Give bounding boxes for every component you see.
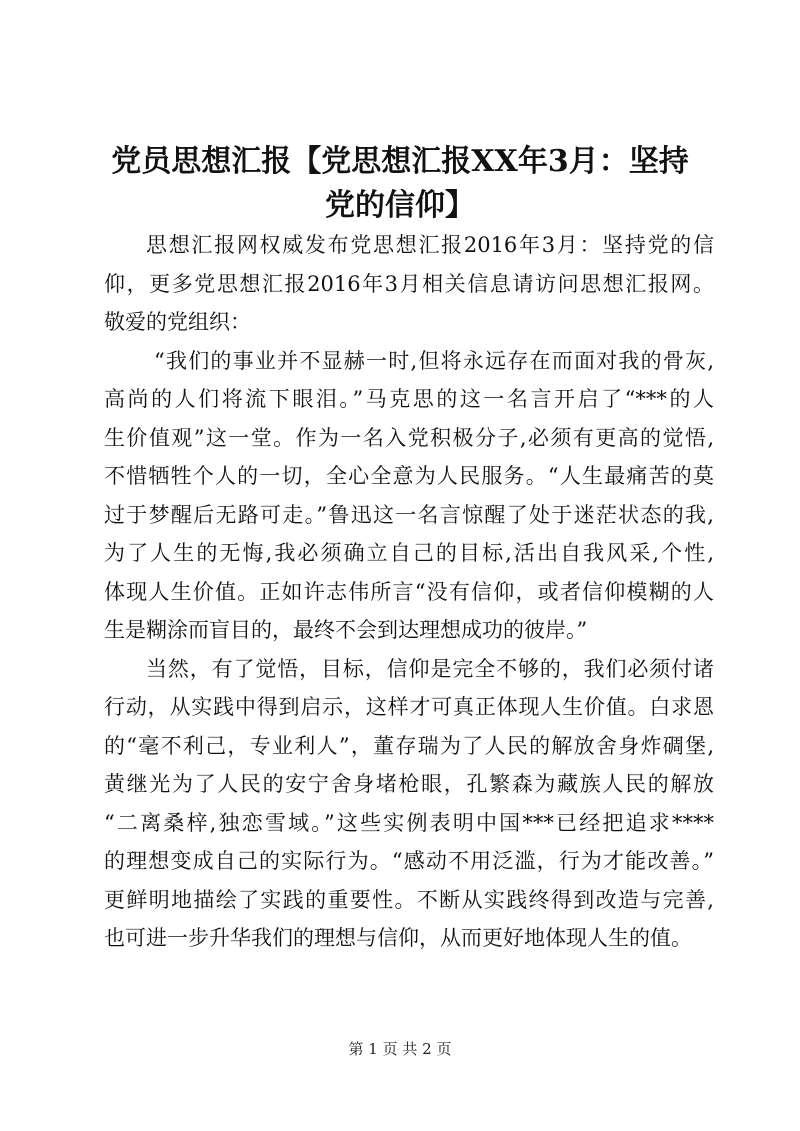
- paragraph-line: 不惜牺牲个人的一切，全心全意为人民服务。“人生最痛苦的莫: [104, 464, 714, 488]
- paragraph-line: 生是糊涂而盲目的，最终不会到达理想成功的彼岸。”: [104, 618, 588, 642]
- paragraph-line: “我们的事业并不显赫一时,但将永远存在而面对我的骨灰,: [154, 348, 714, 373]
- salutation: 敬爱的党组织：: [104, 310, 251, 334]
- paragraph-line: 当然，有了觉悟，目标，信仰是完全不够的，我们必须付诸: [146, 656, 714, 681]
- paragraph-line: 思想汇报网权威发布党思想汇报2016年3月：坚持党的信: [146, 233, 714, 257]
- paragraph-line: 行动，从实践中得到启示，这样才可真正体现人生价值。白求恩: [104, 695, 714, 719]
- paragraph-line: 也可进一步升华我们的理想与信仰，从而更好地体现人生的值。: [104, 926, 692, 950]
- paragraph-line: 高尚的人们将流下眼泪。”马克思的这一名言开启了“***的人: [104, 387, 714, 411]
- paragraph-line: 过于梦醒后无路可走。”鲁迅这一名言惊醒了处于迷茫状态的我,: [104, 502, 714, 527]
- title-line-2: 党的信仰】: [325, 188, 475, 223]
- paragraph-line: 体现人生价值。正如许志伟所言“没有信仰，或者信仰模糊的人: [104, 579, 714, 604]
- paragraph-line: 更鲜明地描绘了实践的重要性。不断从实践终得到改造与完善,: [104, 887, 714, 912]
- document-body: [104, 226, 714, 958]
- document-title: [100, 140, 700, 228]
- page-number-footer: 第 1 页 共 2 页: [348, 1040, 452, 1058]
- paragraph-line: 为了人生的无悔,我必须确立自己的目标,活出自我风采,个性,: [104, 541, 714, 565]
- paragraph-line: 的理想变成自己的实际行为。“感动不用泛滥，行为才能改善。”: [104, 849, 714, 873]
- paragraph-line: 生价值观”这一堂。作为一名入党积极分子,必须有更高的觉悟,: [104, 425, 714, 450]
- paragraph-line: 仰，更多党思想汇报2016年3月相关信息请访问思想汇报网。: [104, 271, 714, 296]
- paragraph-line: 黄继光为了人民的安宁舍身堵枪眼，孔繁森为藏族人民的解放: [104, 772, 714, 796]
- title-line-1: 党员思想汇报【党思想汇报XX年3月：坚持: [111, 144, 689, 179]
- paragraph-line: “二离桑梓,独恋雪域。”这些实例表明中国***已经把追求****: [104, 810, 714, 835]
- paragraph-line: 的“毫不利己，专业利人”，董存瑞为了人民的解放舍身炸碉堡,: [104, 733, 714, 758]
